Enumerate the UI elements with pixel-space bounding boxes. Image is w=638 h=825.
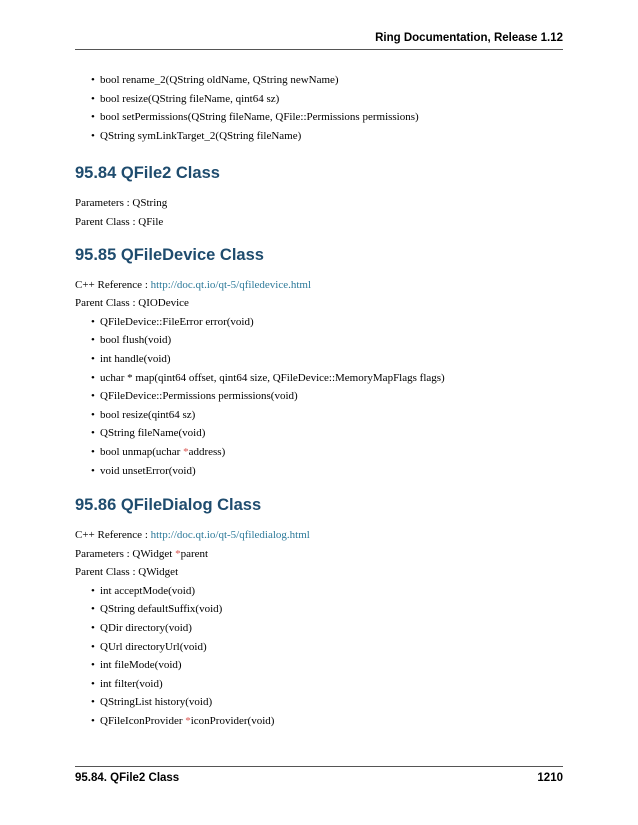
list-item bbox=[75, 443, 563, 462]
page-number: 1210 bbox=[537, 772, 563, 784]
list-item: • QString defaultSuffix(void) bbox=[75, 600, 563, 619]
section-heading-qfiledialog: 95.86 QFileDialog Class bbox=[75, 496, 262, 515]
list-item: • bool resize(QString fileName, qint64 sz) bbox=[75, 90, 563, 109]
qfiledialog-reference bbox=[75, 526, 563, 545]
list-item: • QString symLinkTarget_2(QString fileName) bbox=[75, 127, 563, 146]
list-item: • QFileDevice::Permissions permissions(void) bbox=[75, 387, 563, 406]
running-header: Ring Documentation, Release 1.12 bbox=[375, 32, 563, 44]
qfiledevice-parent-class: Parent Class : QIODevice bbox=[75, 297, 189, 310]
list-item: • uchar * map(qint64 offset, qint64 size, QFileDevice::MemoryMapFlags flags) bbox=[75, 369, 563, 388]
list-item: • QStringList history(void) bbox=[75, 693, 563, 712]
unmap-text-end: address) bbox=[188, 445, 226, 458]
header-rule bbox=[75, 49, 563, 50]
qfiledialog-method-list bbox=[75, 582, 563, 731]
qfiledialog-parent-class: Parent Class : QWidget bbox=[75, 566, 179, 579]
page-content bbox=[75, 70, 563, 731]
qfiledevice-method-list bbox=[75, 313, 563, 480]
list-item: • void unsetError(void) bbox=[75, 462, 563, 481]
list-item: • QUrl directoryUrl(void) bbox=[75, 638, 563, 657]
footer-rule bbox=[75, 766, 563, 767]
list-item: • bool resize(qint64 sz) bbox=[75, 406, 563, 425]
intro-method-list bbox=[75, 71, 563, 145]
qfiledialog-parameters bbox=[75, 545, 563, 564]
qfile2-parameters: Parameters : QString bbox=[75, 197, 168, 210]
section-heading-qfiledevice: 95.85 QFileDevice Class bbox=[75, 245, 264, 264]
qfiledevice-reference-link[interactable]: http://doc.qt.io/qt-5/qfiledevice.html bbox=[150, 278, 312, 291]
reference-label: C++ Reference : bbox=[75, 529, 151, 542]
page-footer bbox=[75, 772, 563, 784]
icon-provider-text-end: iconProvider(void) bbox=[190, 715, 275, 728]
list-item: • int acceptMode(void) bbox=[75, 582, 563, 601]
list-item: • int fileMode(void) bbox=[75, 656, 563, 675]
list-item: • int filter(void) bbox=[75, 675, 563, 694]
qfiledialog-reference-link[interactable]: http://doc.qt.io/qt-5/qfiledialog.html bbox=[150, 529, 310, 542]
list-item: • QDir directory(void) bbox=[75, 619, 563, 638]
pointer-star: * bbox=[185, 715, 191, 728]
list-item bbox=[75, 712, 563, 731]
icon-provider-text: QFileIconProvider bbox=[100, 715, 186, 728]
reference-label: C++ Reference : bbox=[75, 278, 151, 291]
list-item: • bool flush(void) bbox=[75, 331, 563, 350]
list-item: • QString fileName(void) bbox=[75, 424, 563, 443]
params-text-end: parent bbox=[180, 547, 209, 560]
list-item: • int handle(void) bbox=[75, 350, 563, 369]
list-item: • bool setPermissions(QString fileName, QFile::Permissions permissions) bbox=[75, 108, 563, 127]
pointer-star: * bbox=[175, 547, 181, 560]
section-heading-qfile2: 95.84 QFile2 Class bbox=[75, 164, 220, 183]
list-item: • bool rename_2(QString oldName, QString newName) bbox=[75, 71, 563, 90]
qfile2-parent-class: Parent Class : QFile bbox=[75, 215, 164, 228]
qfiledevice-reference bbox=[75, 276, 563, 295]
unmap-text: bool unmap(uchar bbox=[100, 445, 184, 458]
footer-section-title: 95.84. QFile2 Class bbox=[75, 772, 180, 784]
list-item: • QFileDevice::FileError error(void) bbox=[75, 313, 563, 332]
params-text: Parameters : QWidget bbox=[75, 547, 176, 560]
pointer-star: * bbox=[183, 445, 189, 458]
